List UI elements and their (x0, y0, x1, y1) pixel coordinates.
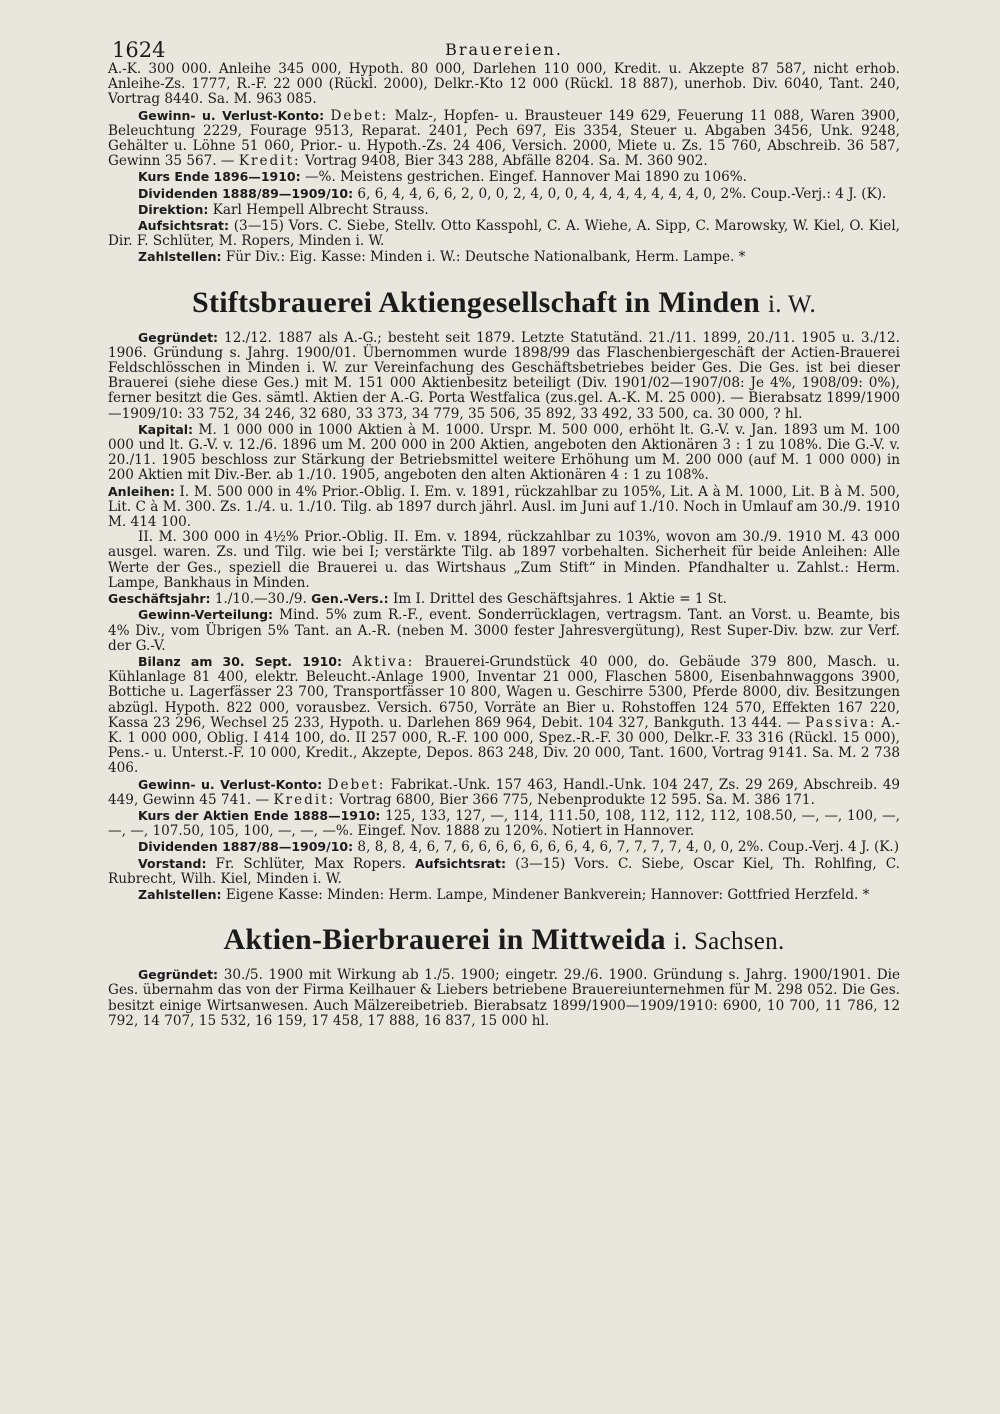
prev-direktion-paragraph: Direktion: Karl Hempell Albrecht Strauss. (138, 201, 429, 218)
stift-bilanz-label: Bilanz am 30. Sept. 1910: (138, 653, 342, 669)
prev-kurs-paragraph: Kurs Ende 1896—1910: —%. Meistens gestrichen. Eingef. Hannover Mai 1890 zu 106%. (138, 169, 747, 186)
prev-guv-label: Gewinn- u. Verlust-Konto: (138, 107, 325, 123)
company-heading: Stiftsbrauerei Aktiengesellschaft in Minden i. W. (191, 285, 817, 319)
prev-zahlstellen-paragraph: Zahlstellen: Für Div.: Eig. Kasse: Minden i. W.: Deutsche Nationalbank, Herm. Lampe. * (138, 249, 746, 266)
stift-guv-label: Gewinn- u. Verlust-Konto: (138, 776, 323, 792)
stift-geschaeftsjahr-paragraph: Geschäftsjahr: 1./10.—30./9. Gen.-Vers.: Im I. Drittel des Geschäftsjahres. 1 Aktie = 1 St. (108, 591, 728, 608)
mittweida-gegruendet-paragraph: Gegründet: 30./5. 1900 mit Wirkung ab 1./5. 1900; eingetr. 29./6. 1900. Gründung s. Jahrg. 1900/1901. Die Ges. übernahm das von der Firma Keilhauer & Liebers betriebene Brauereiunternehmen für M. 298 052. Die Ges. besitzt einige Wirtsanwesen. Auch Mälzereibetrieb. Bierabsatz 1899/1900—1909/1910: 6900, 10 700, 11 786, 12 792, 14 707, 15 532, 16 159, 17 458, 17 888, 16 837, 15 000 hl. (108, 967, 900, 1029)
stift-genvers-label: Gen.-Vers.: (311, 591, 389, 607)
running-head (108, 28, 900, 62)
stift-geschaeftsjahr-label: Geschäftsjahr: (108, 591, 211, 607)
stift-zahlstellen-paragraph: Zahlstellen: Eigene Kasse: Minden: Herm. Lampe, Mindener Bankverein; Hannover: Gottfried Herzfeld. * (138, 886, 870, 903)
prev-aufsichtsrat-label: Aufsichtsrat: (138, 218, 230, 234)
stift-vorstand-label: Vorstand: (138, 855, 207, 871)
prev-aufsichtsrat-paragraph: Aufsichtsrat: (3—15) Vors. C. Siebe, Stellv. Otto Kasspohl, C. A. Wiehe, A. Sipp, C. Marowsky, W. Kiel, O. Kiel, Dir. F. Schlüter, M. Ropers, Minden i. W. (108, 218, 900, 250)
prev-company-section (108, 62, 900, 266)
prev-kurs-label: Kurs Ende 1896—1910: (138, 169, 301, 185)
page-number: 1624 (112, 38, 166, 62)
stift-aufsichtsrat-label: Aufsichtsrat: (415, 855, 507, 871)
prev-dividends-label: Dividenden 1888/89—1909/10: (138, 185, 354, 201)
stift-anleihen-paragraph: Anleihen: I. M. 500 000 in 4% Prior.-Oblig. I. Em. v. 1891, rückzahlbar zu 105%, Lit. A à M. 1000, Lit. B à M. 500, Lit. C à M. 300. Zs. 1./4. u. 1./10. Tilg. ab 1897 durch jährl. Ausl. im Juni auf 1./10. Noch in Umlauf am 30./9. 1910 M. 414 100. (108, 483, 900, 531)
stift-kurs-label: Kurs der Aktien Ende 1888—1910: (138, 807, 381, 823)
company-heading: Aktien-Bierbrauerei in Mittweida i. Sachsen. (223, 923, 785, 957)
stift-kapital-label: Kapital: (138, 421, 194, 437)
prev-zahlstellen-label: Zahlstellen: (138, 249, 222, 265)
stift-gewinnverteilung-label: Gewinn-Verteilung: (138, 607, 274, 623)
stiftsbrauerei-section (108, 286, 900, 904)
stift-gewinnverteilung-paragraph: Gewinn-Verteilung: Mind. 5% zum R.-F., event. Sonderrücklagen, vertragsm. Tant. an Vorst. u. Beamte, bis 4% Div., vom Übrigen 5% Tant. an A.-R. (neben M. 3000 fester Jahresvergütung), Rest Super-Div. bzw. zur Verf. der G.-V. (108, 607, 900, 654)
prev-dividends-paragraph: Dividenden 1888/89—1909/10: 6, 6, 4, 4, 6, 6, 2, 0, 0, 2, 4, 0, 0, 4, 4, 4, 4, 4, 4, 4, 0, 2%. Coup.-Verj.: 4 J. (K). (138, 185, 887, 202)
prev-direktion-label: Direktion: (138, 201, 209, 217)
stift-guv-paragraph: Gewinn- u. Verlust-Konto: Debet: Fabrikat.-Unk. 157 463, Handl.-Unk. 104 247, Zs. 29 269, Abschreib. 49 449, Gewinn 45 741. — Kredit: Vortrag 6800, Bier 366 775, Nebenprodukte 12 595. Sa. M. 386 171. (108, 776, 901, 808)
stift-gegruendet-paragraph: Gegründet: 12./12. 1887 als A.-G.; besteht seit 1879. Letzte Statutänd. 21./11. 1899, 20./11. 1905 u. 3./12. 1906. Gründung s. Jahrg. 1900/01. Übernommen wurde 1898/99 das Flaschenbiergeschäft der Actien-Brauerei Feldschlösschen in Minden i. W. zur Vereinfachung des Geschäftsbetriebes beider Ges. Die Ges. ist bei dieser Brauerei (siehe diese Ges.) mit M. 151 000 Aktienbesitz beteiligt (Div. 1901/02—1907/08: Je 4%, 1908/09: 0%), ferner besitzt die Ges. sämtl. Aktien der A.-G. Porta Westfalica (zus.gel. A.-K. M. 25 000). — Bierabsatz 1899/1900—1909/10: 33 752, 34 246, 32 680, 33 373, 34 779, 35 506, 35 892, 33 492, 33 500, ca. 30 000, ? hl. (108, 329, 900, 422)
stift-zahlstellen-label: Zahlstellen: (138, 886, 222, 902)
stift-gegruendet-label: Gegründet: (138, 329, 219, 345)
stift-dividends-label: Dividenden 1887/88—1909/10: (138, 839, 354, 855)
stift-bilanz-paragraph: Bilanz am 30. Sept. 1910: Aktiva: Brauerei-Grundstück 40 000, do. Gebäude 379 800, Masch. u. Kühlanlage 81 400, elektr. Beleucht.-Anlage 1900, Inventar 21 000, Flaschen 5800, Eisenbahnwaggons 3900, Bottiche u. Lagerfässer 23 700, Transportfässer 10 800, Wagen u. Geschirre 5300, Pferde 8000, div. Besitzungen abzügl. Hypoth. 822 000, vorausbez. Versich. 6750, Vorräte an Bier u. Rohstoffen 124 570, Effekten 167 220, Kassa 23 296, Wechsel 25 233, Hypoth. u. Darlehen 869 964, Debit. 104 327, Bankguth. 13 444. — Passiva: A.-K. 1 000 000, Oblig. I 414 100, do. II 257 000, R.-F. 100 000, Spez.-R.-F. 30 000, Delkr.-F. 33 316 (Rückl. 15 000), Pens.- u. Unterst.-F. 10 000, Kredit., Akzepte, Depos. 863 248, Div. 20 000, Tant. 1600, Vortrag 9141. Sa. M. 2 738 406. (108, 653, 900, 777)
stift-kapital-paragraph: Kapital: M. 1 000 000 in 1000 Aktien à M. 1000. Urspr. M. 500 000, erhöht lt. G.-V. v. Jan. 1893 um M. 100 000 und lt. G.-V. v. 12./6. 1896 um M. 200 000 in 200 Aktien, angeboten den Aktionären 3 : 1 zu 108%. Die G.-V. v. 20./11. 1905 beschloss zur Stärkung der Betriebsmittel weitere Erhöhung um M. 200 000 (auf M. 1 000 000) in 200 Aktien mit Div.-Ber. ab 1./10. 1905, angeboten den alten Aktionären 4 : 1 zu 108%. (108, 421, 900, 484)
running-title: Brauereien. (445, 40, 563, 59)
stift-vorstand-paragraph: Vorstand: Fr. Schlüter, Max Ropers. Aufsichtsrat: (3—15) Vors. C. Siebe, Oscar Kiel, Th. Rohlfing, C. Rubrecht, Wilh. Kiel, Minden i. W. (108, 855, 900, 887)
stift-kurs-paragraph: Kurs der Aktien Ende 1888—1910: 125, 133, 127, —, 114, 111.50, 108, 112, 112, 112, 108.50, —, —, 100, —, —, —, 107.50, 105, 100, —, —, —%. Eingef. Nov. 1888 zu 120%. Notiert in Hannover. (108, 807, 900, 840)
stift-anleihen-ii-paragraph: II. M. 300 000 in 4½% Prior.-Oblig. II. Em. v. 1894, rückzahlbar zu 103%, wovon am 30./9. 1910 M. 43 000 ausgel. waren. Zs. und Tilg. wie bei I; verstärkte Tilg. ab 1897 vorbehalten. Sicherheit für beide Anleihen: Alle Werte der Ges., speziell die Brauerei u. das Wirtshaus „Zum Stift“ in Minden. Pfandhalter u. Zahlst.: Herm. Lampe, Bankhaus in Minden. (108, 529, 900, 591)
stift-dividends-paragraph: Dividenden 1887/88—1909/10: 8, 8, 8, 4, 6, 7, 6, 6, 6, 6, 6, 6, 6, 4, 6, 7, 7, 7, 7, 4, 0, 0, 2%. Coup.-Verj. 4 J. (K.) (138, 839, 900, 856)
stift-anleihen-label: Anleihen: (108, 483, 175, 499)
prev-guv-paragraph: Gewinn- u. Verlust-Konto: Debet: Malz-, Hopfen- u. Brausteuer 149 629, Feuerung 11 088, Waren 3900, Beleuchtung 2229, Fourage 9513, Reparat. 2401, Pech 697, Eis 3354, Steuer u. Abgaben 3456, Unk. 9248, Gehälter u. Löhne 51 060, Prior.- u. Hypoth.-Zs. 24 406, Versich. 2000, Miete u. Zs. 15 760, Abschreib. 36 587, Gewinn 35 567. — Kredit: Vortrag 9408, Bier 343 288, Abfälle 8204. Sa. M. 360 902. (108, 107, 900, 170)
mittweida-gegruendet-label: Gegründet: (138, 967, 219, 983)
mittweida-section (108, 923, 900, 1029)
prev-capital-paragraph: A.-K. 300 000. Anleihe 345 000, Hypoth. 80 000, Darlehen 110 000, Kredit. u. Akzepte 87 587, nicht erhob. Anleihe-Zs. 1777, R.-F. 22 000 (Rückl. 2000), Delkr.-Kto 12 000 (Rückl. 18 887), unerhob. Div. 6040, Tant. 240, Vortrag 8440. Sa. M. 963 085. (108, 61, 900, 108)
